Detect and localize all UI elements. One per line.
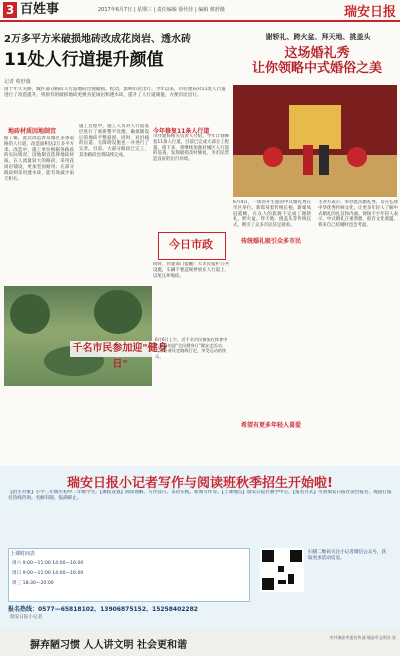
ad-logo-text: 瑞安日报小记者 (10, 615, 43, 620)
column1-text: 据了解，此次改造涉及城区多条道路的人行道，改造面积达2万多平方米。改造中，施工单位根据各路段的实际情况，因地制宜选择地砖材质。在人流量较大的路段，采用花岗岩铺设，更加坚固耐用；在部分路段则采用透水砖，能有效减少雨天积水。 (4, 136, 74, 182)
masthead-meta: 2017年6月7日 | 星期三 | 责任编辑 徐代佳 | 编辑 蔡舒薇 (98, 7, 225, 13)
schedule-row: 周日 9:00—11:00 14:00—16:00 (12, 571, 84, 576)
qr-text: 扫描二维码关注小记者微信公众号，获取更多活动信息。 (308, 550, 387, 561)
section-stamp: 今日市政 (169, 238, 213, 251)
fitness-day-photo (4, 286, 152, 386)
phone-line: 报名热线：0577—65818102、13906875152、15258402282 (8, 606, 198, 613)
right-column2-text: 主办方表示，举办此次婚礼秀，旨在弘扬中华优秀传统文化，让更多年轻人了解中式婚礼的礼仪和内涵。现场不少年轻人表示，中式婚礼庄重典雅，很有文化底蕴，将来自己结婚时也会考虑。 (318, 200, 398, 229)
wedding-photo (233, 85, 397, 197)
lead-byline: 记者 蔡舒薇 (4, 79, 31, 85)
schedule-row: 周六 9:00—11:00 14:00—16:00 (12, 561, 84, 566)
right-story-title: 这场婚礼秀 让你领略中式婚俗之美 (251, 46, 382, 76)
column3-subhead: 今年修复11条人行道 (153, 128, 210, 135)
column3b-text: 同时，住建部门提醒广大市民爱护公共设施，车辆不要违规停放在人行道上，以免压坏地砖。 (153, 262, 229, 279)
ad-body: 【招生对象】小学三年级至初中二年级学生。【课程设置】阅读理解、写作技巧、采访实践、新闻写作等。【上课地点】瑞安日报社教学中心。【报名方式】可到瑞安日报社前台报名，或拨打报名热线咨询。名额有限，报满即止。 (8, 490, 392, 502)
column1-subhead: 地砖材质因地制宜 (8, 128, 57, 135)
column2-text: 施工过程中，施工人员对人行道基层进行了重新整平处理，确保铺设后的地砖平整稳固。同时，对沿线的盲道、无障碍设施也一并进行了完善。目前，大部分路段已完工，其余路段也将陆续完成。 (79, 124, 149, 158)
civility-slogan: 摒弃陋习惯 人人讲文明 社会更和谐 (30, 640, 187, 651)
right-story-subtitle: 谢轿礼、跨火盆、拜天地、挑盖头 (265, 33, 371, 41)
right-column1-subhead: 传统婚礼吸引众多市民 (241, 238, 302, 245)
lead-subtitle: 2万多平方米破损地砖改成花岗岩、透水砖 (4, 34, 191, 45)
section-title: 百姓事 (20, 2, 60, 17)
page-number: 3 (3, 2, 17, 18)
schedule-row: 周三 18:30—20:00 (12, 581, 54, 586)
right-column2-subhead: 希望有更多年轻人喜爱 (241, 422, 302, 429)
right-column1-text: 6月4日，一场别开生面的中式婚礼秀在市区举行。新郎身着传统长袍，新娘凤冠霞帔，在众人的簇拥下完成了谢轿礼、跨火盆、拜天地、挑盖头等传统仪式，吸引了众多市民驻足观看。 (233, 200, 311, 229)
photo-caption-text: 6月6日上午，近千名市民参加在体育中心举行的迎"全民健身日"健步走活动，大家沿着设定路线行走，享受运动的快乐。 (155, 337, 228, 359)
photo-caption-title: 千名市民参加迎"健身日" (70, 341, 170, 357)
qr-code-icon[interactable] (260, 548, 304, 592)
ad-title: 瑞安日报小记者写作与阅读班秋季招生开始啦! (67, 476, 333, 491)
slogan-org: 中共瑞安市委宣传部 瑞安市文明办 宣 (329, 635, 396, 640)
schedule-head: 上课时间表 (10, 551, 36, 557)
lead-title: 11处人行道提升颜值 (4, 50, 164, 70)
lead-lede: 由于年久失修，城区部分路段人行道地砖出现破损、松动，影响市民出行。今年以来，市住建局对11处人行道进行了改造提升，将原有的破损地砖更换为花岗岩和透水砖，提升了人行道颜值，方便市民出行。 (4, 87, 226, 98)
brand-logo: 瑞安日报 (343, 5, 396, 20)
column3-text: 市住建局相关负责人介绍，今年计划修复11条人行道，目前已完成大部分工程量。接下来，将继续加强对城区人行道的巡查，发现破损及时修复，为市民营造良好的出行环境。 (153, 134, 229, 163)
